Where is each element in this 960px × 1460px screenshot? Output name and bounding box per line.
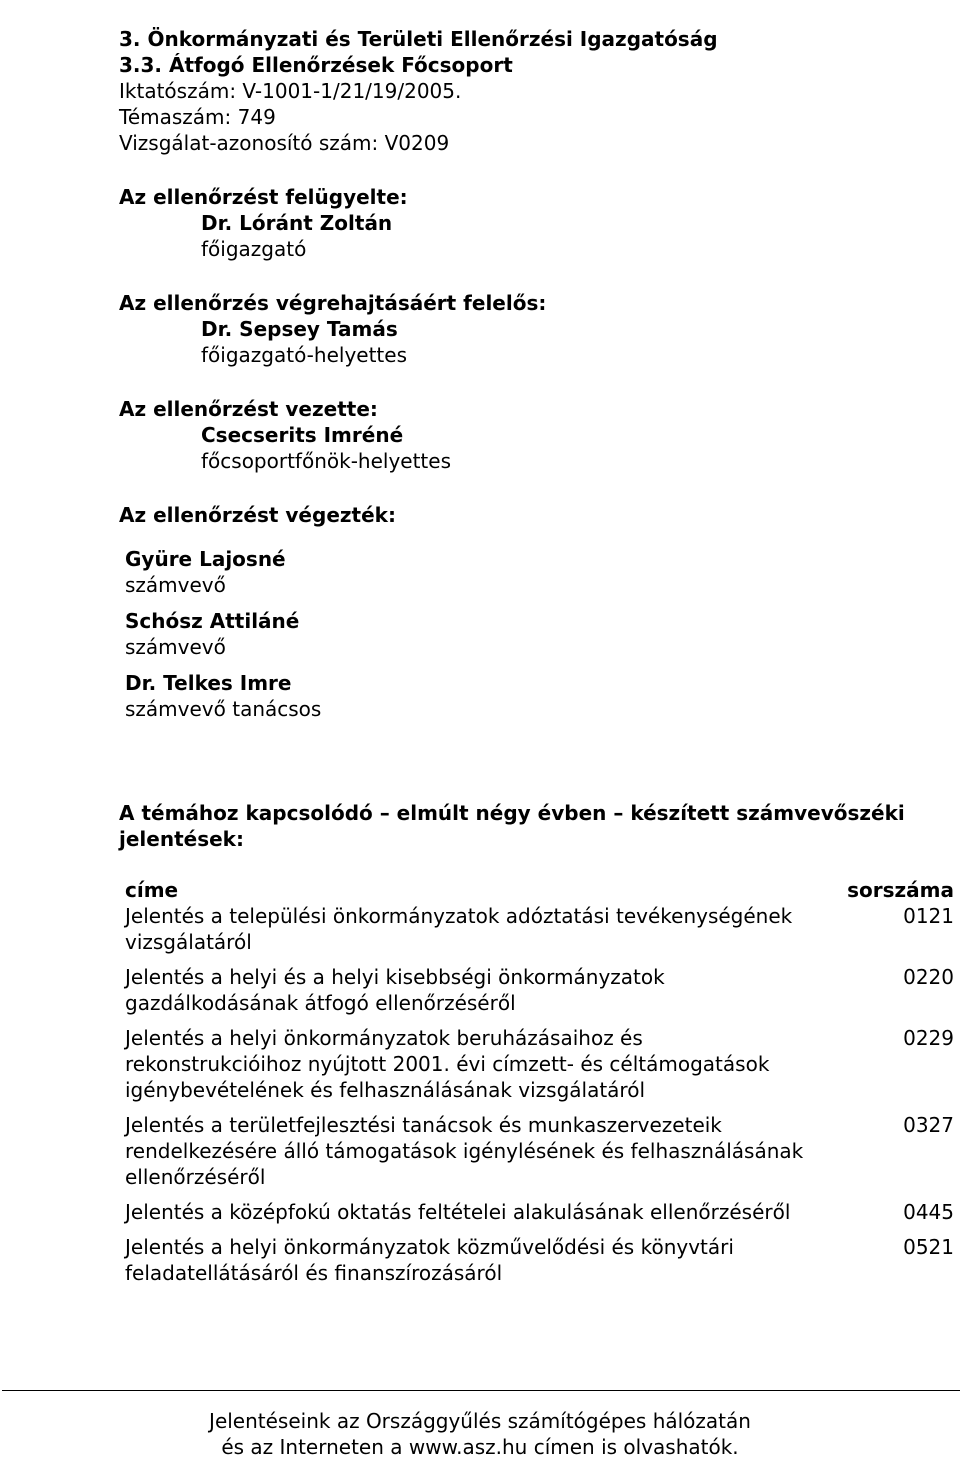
report-number: 0445 (903, 1200, 954, 1224)
footer-line-1: Jelentéseink az Országgyűlés számítógépes hálózatán (209, 1409, 751, 1433)
auditor-name: Dr. Telkes Imre (125, 671, 292, 695)
performed-label: Az ellenőrzést végezték: (119, 503, 396, 527)
reports-heading: A témához kapcsolódó – elmúlt négy évben – készített számvevőszéki jelentések: (119, 801, 905, 851)
report-number: 0121 (903, 904, 954, 928)
led-name: Csecserits Imréné (201, 423, 404, 447)
audit-id: Vizsgálat-azonosító szám: V0209 (119, 131, 450, 155)
supervised-role: főigazgató (201, 237, 307, 261)
responsible-section (119, 290, 954, 368)
reports-table-body (125, 903, 954, 1286)
supervised-name: Dr. Lóránt Zoltán (201, 211, 393, 235)
table-row (125, 903, 954, 955)
led-label: Az ellenőrzést vezette: (119, 397, 378, 421)
performed-section (119, 502, 954, 722)
auditor-name: Gyüre Lajosné (125, 547, 286, 571)
report-title: Jelentés a helyi és a helyi kisebbségi önkormányzatok gazdálkodásának átfogó ellenőrzéséről (125, 965, 665, 1015)
reports-table-header (125, 877, 954, 903)
report-number: 0220 (903, 965, 954, 989)
report-title: Jelentés a helyi önkormányzatok beruházásaihoz és rekonstrukcióihoz nyújtott 2001. évi címzett- és céltámogatások igénybevételének és felhasználásának vizsgálatáról (125, 1026, 770, 1102)
table-row (125, 1199, 954, 1225)
report-number: 0229 (903, 1026, 954, 1050)
column-header-number: sorszáma (847, 878, 954, 902)
table-row (125, 1025, 954, 1103)
report-number: 0327 (903, 1113, 954, 1137)
report-title: Jelentés a területfejlesztési tanácsok és munkaszervezeteik rendelkezésére álló támogatások igénylésének és felhasználásának ellenőrzéséről (125, 1113, 804, 1189)
auditor-list (119, 546, 954, 722)
supervised-label: Az ellenőrzést felügyelte: (119, 185, 408, 209)
auditor-item (119, 546, 954, 598)
auditor-role: számvevő tanácsos (125, 697, 322, 721)
footer-note (0, 1408, 960, 1460)
footer-divider (2, 1390, 960, 1391)
table-row (125, 1234, 954, 1286)
led-role: főcsoportfőnök-helyettes (201, 449, 451, 473)
led-section (119, 396, 954, 474)
auditor-item (119, 670, 954, 722)
report-title: Jelentés a települési önkormányzatok adóztatási tevékenységének vizsgálatáról (125, 904, 793, 954)
registration-number: Iktatószám: V-1001-1/21/19/2005. (119, 79, 462, 103)
responsible-role: főigazgató-helyettes (201, 343, 407, 367)
report-number: 0521 (903, 1235, 954, 1259)
org-line-1: 3. Önkormányzati és Területi Ellenőrzési Igazgatóság (119, 27, 718, 51)
responsible-name: Dr. Sepsey Tamás (201, 317, 398, 341)
auditor-name: Schósz Attiláné (125, 609, 300, 633)
table-row (125, 1112, 954, 1190)
footer-line-2: és az Interneten a www.asz.hu címen is olvashatók. (221, 1435, 739, 1459)
topic-number: Témaszám: 749 (119, 105, 276, 129)
reports-table (125, 877, 954, 1286)
report-title: Jelentés a középfokú oktatás feltételei alakulásának ellenőrzéséről (125, 1200, 791, 1224)
column-header-title: címe (125, 878, 179, 902)
auditor-role: számvevő (125, 635, 226, 659)
auditor-item (119, 608, 954, 660)
table-row (125, 964, 954, 1016)
responsible-label: Az ellenőrzés végrehajtásáért felelős: (119, 291, 547, 315)
report-title: Jelentés a helyi önkormányzatok közművelődési és könyvtári feladatellátásáról és finanszírozásáról (125, 1235, 734, 1285)
auditor-role: számvevő (125, 573, 226, 597)
supervised-section (119, 184, 954, 262)
org-line-2: 3.3. Átfogó Ellenőrzések Főcsoport (119, 53, 513, 77)
document-header-block (119, 26, 954, 722)
